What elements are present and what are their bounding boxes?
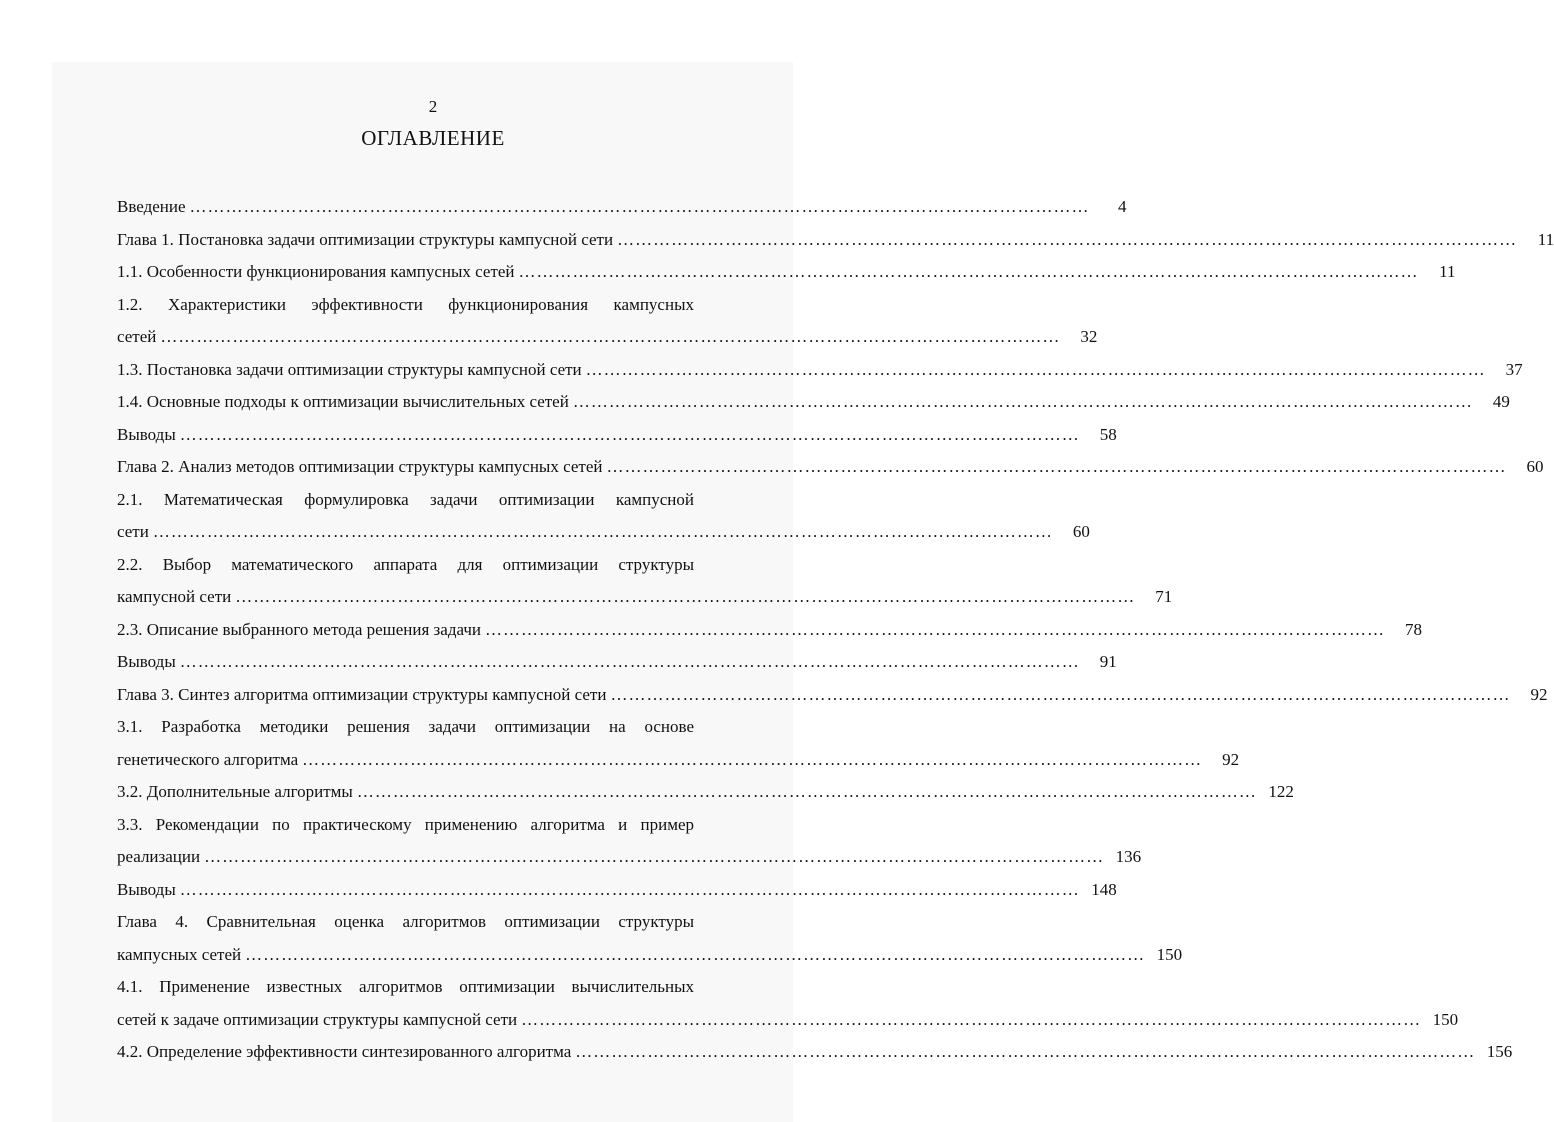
toc-entry-line [117,1004,1459,1037]
toc-entry-title-line: 3.1. Разработка методики решения задачи оптимизации на основе [117,717,694,736]
toc-entry[interactable] [117,614,1422,647]
toc-entry-line [117,581,1173,614]
toc-entry[interactable] [117,419,1117,452]
toc-entry-page-number: 136 [1115,847,1142,866]
toc-entry-title: Глава 3. Синтез алгоритма оптимизации структуры кампусной сети [117,684,607,704]
toc-dot-leader: …………………………………………………………………………………………………………………………………… [179,879,1080,899]
toc-entry-title: 1.4. Основные подходы к оптимизации вычислительных сетей [117,392,569,411]
toc-dot-leader: …………………………………………………………………………………………………………………………………… [521,1009,1422,1029]
toc-entry-title: Выводы [117,424,176,444]
toc-entry-title-line: 1.2. Характеристики эффективности функционирования кампусных [117,294,694,314]
toc-entry-line [117,191,1127,224]
toc-entry-title: сетей [117,327,157,346]
toc-entry-title-line: 3.3. Рекомендации по практическому применению алгоритма и пример [117,814,694,834]
toc-dot-leader: …………………………………………………………………………………………………………………………………… [572,392,1473,411]
toc-entry[interactable] [117,1036,1513,1069]
toc-entry[interactable] [117,354,1523,387]
toc-dot-leader: …………………………………………………………………………………………………………………………………… [204,847,1105,866]
toc-entry-page-number: 4 [1118,197,1127,216]
table-of-contents [117,191,1554,1069]
toc-entry-page-number: 148 [1091,879,1117,899]
toc-entry-title-line: 4.1. Применение известных алгоритмов оптимизации вычислительных [117,977,694,996]
toc-entry-page-number: 92 [1222,749,1240,769]
toc-entry-line [117,386,1510,419]
toc-entry[interactable] [117,809,1142,874]
toc-entry-line [117,776,1294,809]
toc-entry-line [117,744,1240,777]
toc-entry-line [117,1036,1513,1069]
toc-entry-page-number: 71 [1155,587,1173,606]
toc-entry-title: Введение [117,197,186,216]
toc-entry-line [117,614,1422,647]
toc-entry[interactable] [117,646,1117,679]
toc-entry-page-number: 122 [1268,782,1294,801]
toc-entry-line [117,516,1090,549]
toc-entry-title: Глава 2. Анализ методов оптимизации структуры кампусных сетей [117,457,603,476]
toc-dot-leader: …………………………………………………………………………………………………………………………………… [235,587,1136,606]
toc-entry-page-number: 32 [1080,327,1098,346]
toc-dot-leader: …………………………………………………………………………………………………………………………………… [302,749,1203,769]
toc-entry[interactable] [117,289,1098,354]
toc-entry-title: 2.3. Описание выбранного метода решения задачи [117,619,481,639]
toc-entry-title: 4.2. Определение эффективности синтезированного алгоритма [117,1042,572,1061]
toc-dot-leader: …………………………………………………………………………………………………………………………………… [245,944,1146,964]
toc-entry-title-line: 2.1. Математическая формулировка задачи оптимизации кампусной [117,489,694,509]
toc-entry[interactable] [117,711,1240,776]
page-number: 2 [428,97,438,116]
toc-entry-page-number: 91 [1099,652,1117,671]
toc-entry-page-number: 92 [1530,684,1548,704]
toc-entry[interactable] [117,906,1183,971]
toc-entry-title: 1.1. Особенности функционирования кампусных сетей [117,262,515,281]
toc-entry-title: кампусных сетей [117,944,242,964]
toc-entry-title: сетей к задаче оптимизации структуры кампусной сети [117,1009,518,1029]
toc-entry-page-number: 60 [1526,457,1544,476]
toc-entry-line [117,224,1554,257]
toc-dot-leader: …………………………………………………………………………………………………………………………………… [179,652,1080,671]
toc-entry-title-line: Глава 4. Сравнительная оценка алгоритмов оптимизации структуры [117,912,694,931]
toc-entry[interactable] [117,874,1117,907]
toc-entry-page-number: 49 [1492,392,1510,411]
toc-entry[interactable] [117,191,1127,224]
toc-entry-page-number: 150 [1156,944,1183,964]
toc-entry-line [117,939,1183,972]
toc-entry[interactable] [117,256,1456,289]
toc-entry[interactable] [117,484,1090,549]
toc-entry-title: 3.2. Дополнительные алгоритмы [117,782,353,801]
toc-entry-page-number: 11 [1537,229,1554,249]
toc-entry[interactable] [117,549,1173,614]
toc-entry[interactable] [117,386,1510,419]
toc-dot-leader: …………………………………………………………………………………………………………………………………… [189,197,1090,216]
toc-dot-leader: …………………………………………………………………………………………………………………………………… [356,782,1257,801]
toc-entry-line [117,874,1117,907]
toc-entry-page-number: 156 [1486,1042,1513,1061]
toc-dot-leader: …………………………………………………………………………………………………………………………………… [585,359,1486,379]
toc-dot-leader: …………………………………………………………………………………………………………………………………… [617,229,1518,249]
toc-entry-title: Выводы [117,879,176,899]
toc-dot-leader: …………………………………………………………………………………………………………………………………… [606,457,1507,476]
toc-entry-page-number: 78 [1404,619,1422,639]
toc-dot-leader: …………………………………………………………………………………………………………………………………… [484,619,1385,639]
toc-entry-line [117,419,1117,452]
page-title: ОГЛАВЛЕНИЕ [361,126,505,150]
toc-entry-title: сети [117,522,149,541]
toc-dot-leader: …………………………………………………………………………………………………………………………………… [518,262,1419,281]
toc-dot-leader: …………………………………………………………………………………………………………………………………… [160,327,1061,346]
toc-entry-title: Выводы [117,652,176,671]
toc-dot-leader: …………………………………………………………………………………………………………………………………… [610,684,1511,704]
toc-entry-line [117,841,1142,874]
toc-entry-line [117,321,1098,354]
toc-entry-line [117,451,1544,484]
toc-entry-page-number: 11 [1439,262,1456,281]
toc-entry-title: 1.3. Постановка задачи оптимизации структуры кампусной сети [117,359,582,379]
toc-entry-page-number: 37 [1505,359,1523,379]
toc-entry-title-line: 2.2. Выбор математического аппарата для оптимизации структуры [117,554,694,574]
toc-entry[interactable] [117,224,1554,257]
toc-entry-title: генетического алгоритма [117,749,299,769]
toc-entry[interactable] [117,679,1548,712]
toc-entry[interactable] [117,971,1459,1036]
toc-entry[interactable] [117,451,1544,484]
toc-entry-page-number: 58 [1099,424,1117,444]
toc-entry-line [117,354,1523,387]
toc-entry-page-number: 150 [1432,1009,1459,1029]
toc-entry-line [117,679,1548,712]
toc-entry-title: кампусной сети [117,587,232,606]
toc-entry-line [117,256,1456,289]
toc-entry-line [117,646,1117,679]
toc-dot-leader: …………………………………………………………………………………………………………………………………… [575,1042,1476,1061]
toc-entry-title: реализации [117,847,201,866]
toc-entry-title: Глава 1. Постановка задачи оптимизации структуры кампусной сети [117,229,614,249]
toc-dot-leader: …………………………………………………………………………………………………………………………………… [179,424,1080,444]
toc-dot-leader: …………………………………………………………………………………………………………………………………… [152,522,1053,541]
toc-entry-page-number: 60 [1072,522,1090,541]
toc-entry[interactable] [117,776,1294,809]
